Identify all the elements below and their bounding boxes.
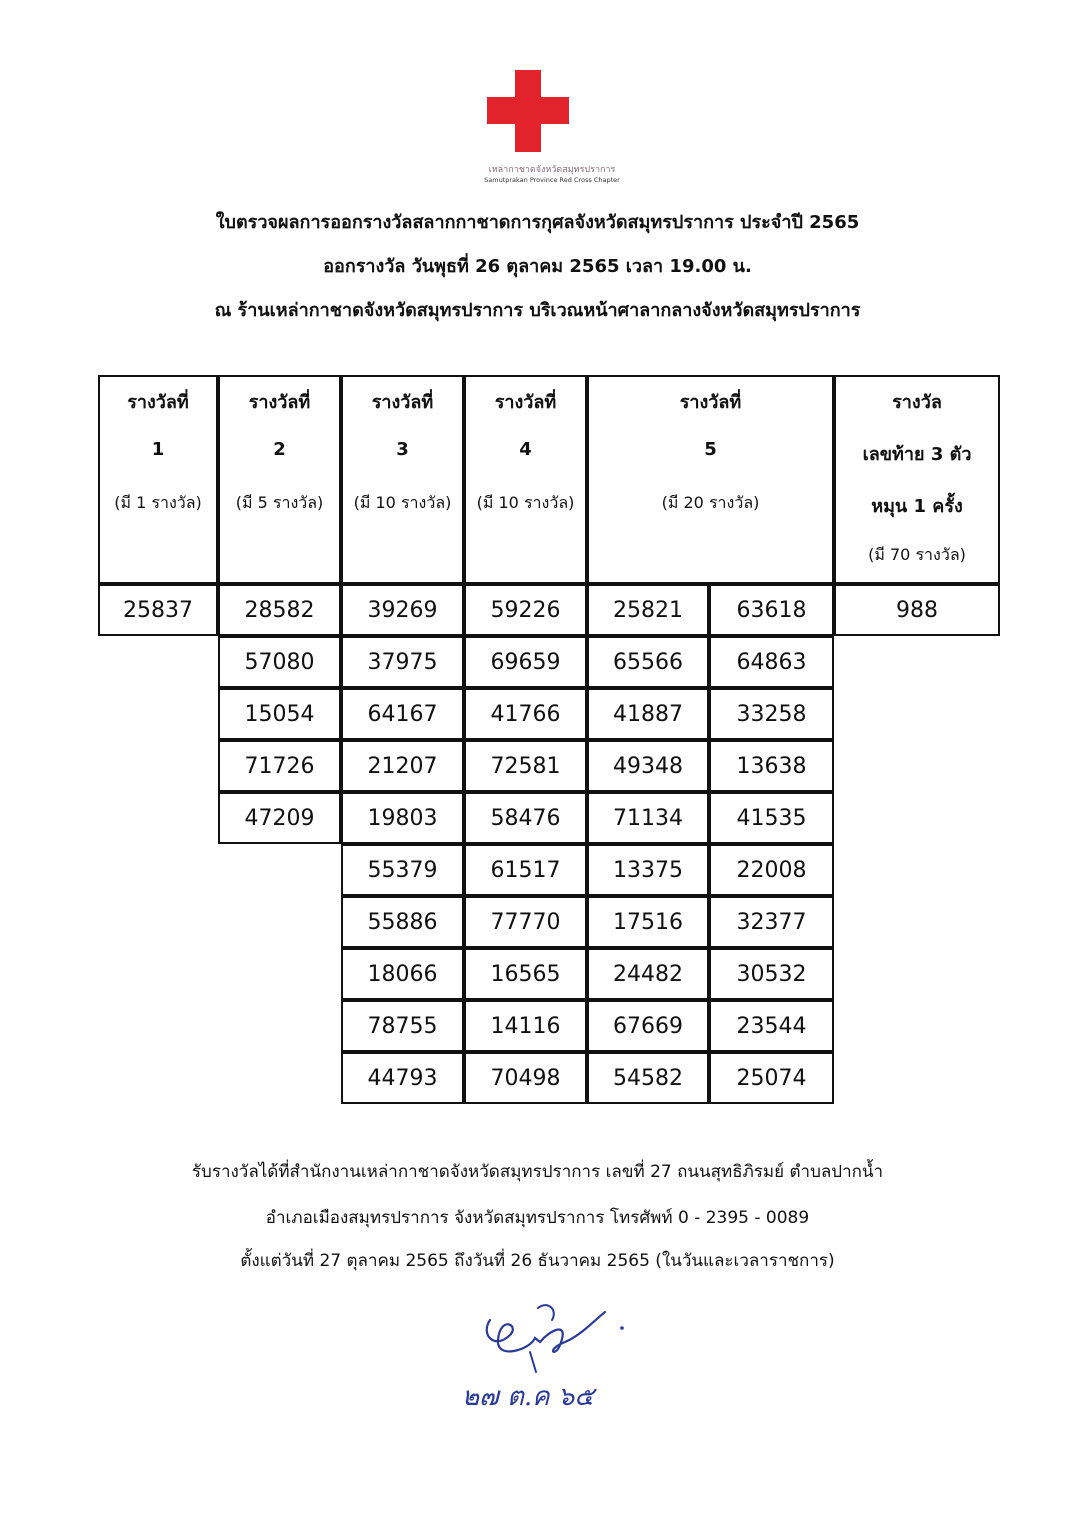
prize-number-cell: 47209 (218, 792, 341, 844)
prize-number-cell: 33258 (709, 688, 834, 740)
logo-english-text: Samutprakan Province Red Cross Chapter (484, 176, 620, 184)
prize-number-cell: 28582 (218, 584, 341, 636)
header-title: รางวัลที่ (127, 392, 189, 413)
prize-number-cell: 77770 (464, 896, 587, 948)
draw-date: ออกรางวัล วันพุธที่ 26 ตุลาคม 2565 เวลา 19.00 น. (323, 256, 752, 277)
header-number: 4 (519, 439, 532, 460)
header-count: (มี 10 รางวัล) (353, 493, 452, 512)
prize-number-cell: 30532 (709, 948, 834, 1000)
header-cell-2 (218, 375, 341, 584)
claim-contact: อำเภอเมืองสมุทรปราการ จังหวัดสมุทรปราการ โทรศัพท์ 0 - 2395 - 0089 (265, 1208, 810, 1228)
prize-number-cell: 15054 (218, 688, 341, 740)
prize-number-cell: 49348 (587, 740, 709, 792)
prize-number-cell: 13375 (587, 844, 709, 896)
header-title: รางวัลที่ (248, 392, 311, 413)
prize-number-cell: 57080 (218, 636, 341, 688)
header-count: (มี 70 รางวัล) (868, 545, 966, 564)
prize-number-cell: 17516 (587, 896, 709, 948)
header-title: รางวัล (892, 392, 942, 413)
page-title: ใบตรวจผลการออกรางวัลสลากกาชาดการกุศลจังหวัดสมุทรปราการ ประจำปี 2565 (215, 212, 860, 233)
prize-number-cell: 64167 (341, 688, 464, 740)
prize-number-cell: 23544 (709, 1000, 834, 1052)
signature-date: ๒๗ ต.ค ๖๕ (462, 1382, 594, 1412)
prize-number-cell: 69659 (464, 636, 587, 688)
header-count: (มี 10 รางวัล) (476, 493, 575, 512)
header-cell-5 (587, 375, 834, 584)
header-subtitle: หมุน 1 ครั้ง (871, 496, 963, 517)
prize-number-cell: 67669 (587, 1000, 709, 1052)
header-number: เลขท้าย 3 ตัว (862, 444, 972, 465)
header-title: รางวัลที่ (679, 392, 742, 413)
prize-number-cell: 25837 (98, 584, 218, 636)
red-cross-icon-bar (487, 97, 569, 124)
header-cell-4 (464, 375, 587, 584)
header-number: 1 (151, 439, 165, 460)
prize-number-cell: 41887 (587, 688, 709, 740)
prize-number-cell: 19803 (341, 792, 464, 844)
header-title: รางวัลที่ (494, 392, 557, 413)
prize-number-cell: 41766 (464, 688, 587, 740)
prize-number-cell: 21207 (341, 740, 464, 792)
prize-number-cell: 32377 (709, 896, 834, 948)
prize-number-cell: 18066 (341, 948, 464, 1000)
header-count: (มี 5 รางวัล) (235, 493, 324, 512)
prize-number-cell: 44793 (341, 1052, 464, 1104)
prize-number-cell: 14116 (464, 1000, 587, 1052)
prize-number-cell: 24482 (587, 948, 709, 1000)
header-cell-1 (98, 375, 218, 584)
signature-stroke (487, 1312, 605, 1352)
prize-number-cell: 37975 (341, 636, 464, 688)
prize-number-cell: 25821 (587, 584, 709, 636)
prize-number-cell: 71726 (218, 740, 341, 792)
prize-number-cell: 54582 (587, 1052, 709, 1104)
prize-number-cell: 55886 (341, 896, 464, 948)
logo-thai-text: เหล่ากาชาดจังหวัดสมุทรปราการ (488, 165, 616, 175)
prize-number-cell: 72581 (464, 740, 587, 792)
prize-number-cell: 78755 (341, 1000, 464, 1052)
prize-number-cell: 55379 (341, 844, 464, 896)
header-number: 2 (273, 439, 286, 460)
red-cross-logo (472, 66, 632, 196)
prize-number-cell: 22008 (709, 844, 834, 896)
prize-number-cell: 13638 (709, 740, 834, 792)
header-number: 5 (704, 439, 717, 460)
header-count: (มี 1 รางวัล) (114, 493, 202, 512)
header-number: 3 (396, 439, 409, 460)
prize-number-cell: 58476 (464, 792, 587, 844)
prize-number-cell: 61517 (464, 844, 587, 896)
draw-location: ณ ร้านเหล่ากาชาดจังหวัดสมุทรปราการ บริเวณหน้าศาลากลางจังหวัดสมุทรปราการ (214, 300, 861, 321)
claim-period: ตั้งแต่วันที่ 27 ตุลาคม 2565 ถึงวันที่ 26 ธันวาคม 2565 (ในวันและเวลาราชการ) (240, 1251, 835, 1271)
header-cell-3 (341, 375, 464, 584)
signature-stroke-2 (538, 1305, 554, 1320)
prize-number-cell: 65566 (587, 636, 709, 688)
handwritten-signature (440, 1290, 660, 1430)
prize-number-cell: 71134 (587, 792, 709, 844)
prize-number-cell: 63618 (709, 584, 834, 636)
header-count: (มี 20 รางวัล) (661, 493, 760, 512)
prize-number-cell: 16565 (464, 948, 587, 1000)
signature-stroke-3 (530, 1352, 536, 1372)
prize-number-cell: 59226 (464, 584, 587, 636)
prize-number-cell: 70498 (464, 1052, 587, 1104)
prize-number-cell: 25074 (709, 1052, 834, 1104)
header-title: รางวัลที่ (371, 392, 434, 413)
prize-number-cell: 988 (834, 584, 1000, 636)
claim-address: รับรางวัลได้ที่สำนักงานเหล่ากาชาดจังหวัดสมุทรปราการ เลขที่ 27 ถนนสุทธิภิรมย์ ตำบลปากน้ำ (191, 1162, 884, 1182)
prize-number-cell: 41535 (709, 792, 834, 844)
signature-dot (620, 1326, 624, 1330)
header-cell-6 (834, 375, 1000, 584)
prize-number-cell: 64863 (709, 636, 834, 688)
prize-number-cell: 39269 (341, 584, 464, 636)
